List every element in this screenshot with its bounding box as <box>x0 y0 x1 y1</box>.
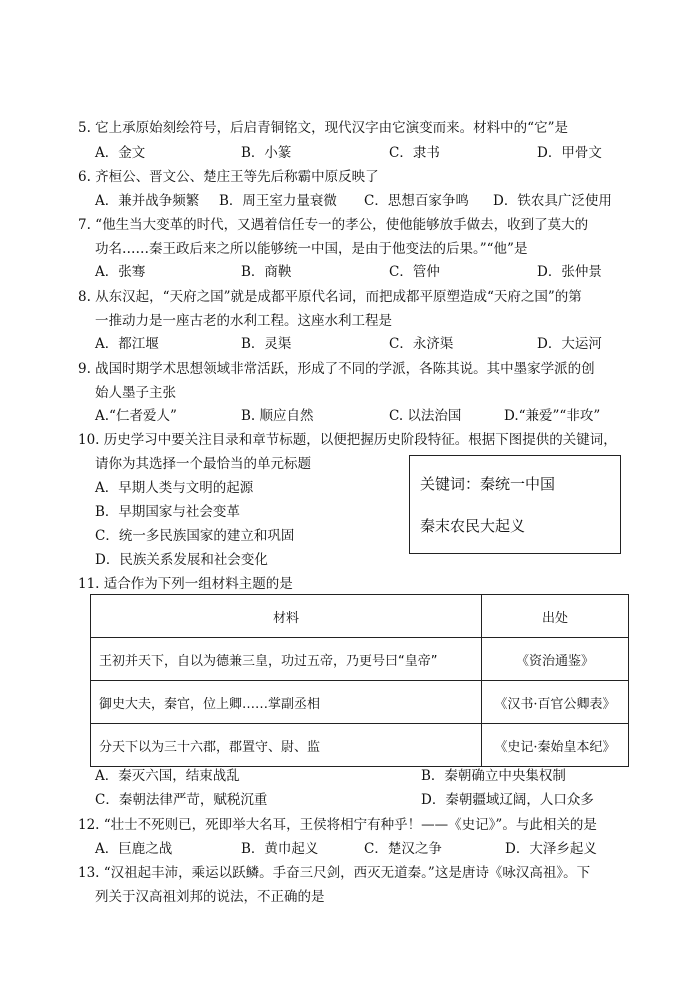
keywords-line1: 关键词：秦统一中国 <box>420 475 556 493</box>
q5-option-c: C．隶书 <box>389 145 440 161</box>
q11-stem: 11. 适合作为下列一组材料主题的是 <box>78 576 293 592</box>
table-cell-source: 《史记·秦始皇本纪》 <box>482 724 629 767</box>
table-row <box>91 724 629 767</box>
q7-stem-line1: 7. “他生当大变革的时代，又遇着信任专一的孝公，使他能够放手做去，收到了莫大的 <box>78 217 589 233</box>
q10-option-a: A．早期人类与文明的起源 <box>95 480 254 496</box>
q8-option-b: B．灵渠 <box>241 336 292 352</box>
q7-option-a: A．张骞 <box>95 264 146 280</box>
table-row <box>91 638 629 681</box>
q12-option-b: B．黄巾起义 <box>241 841 319 857</box>
keywords-line2: 秦末农民大起义 <box>420 517 526 535</box>
q9-option-d: D.“兼爱”“非攻” <box>504 408 601 424</box>
table-cell-material: 御史大夫，秦官，位上卿……掌副丞相 <box>91 681 482 724</box>
q6-option-b: B．周王室力量衰微 <box>219 193 337 209</box>
q6-option-c: C．思想百家争鸣 <box>364 193 469 209</box>
q9-stem-line2: 始人墨子主张 <box>95 385 176 401</box>
q10-option-c: C．统一多民族国家的建立和巩固 <box>95 528 295 544</box>
q12-stem: 12. “壮士不死则已，死即举大名耳，王侯将相宁有种乎！——《史记》”。与此相关的是 <box>78 817 597 833</box>
q7-option-b: B．商鞅 <box>241 264 292 280</box>
q7-stem-line2: 功名……秦王政后来之所以能够统一中国，是由于他变法的后果。”“他”是 <box>95 241 528 257</box>
q13-stem-line1: 13. “汉祖起丰沛，乘运以跃鳞。手奋三尺剑，西灭无道秦。”这是唐诗《咏汉高祖》。下 <box>78 865 591 881</box>
q5-option-b: B．小篆 <box>241 145 292 161</box>
q11-option-a: A．秦灭六国，结束战乱 <box>95 768 240 784</box>
q12-option-c: C．楚汉之争 <box>364 841 442 857</box>
q8-stem-line1: 8. 从东汉起，“天府之国”就是成都平原代名词，而把成都平原塑造成“天府之国”的第 <box>78 289 582 305</box>
keywords-box <box>409 455 621 554</box>
q10-option-d: D．民族关系发展和社会变化 <box>95 552 268 568</box>
q9-option-b: B. 顺应自然 <box>241 408 314 424</box>
q9-stem-line1: 9. 战国时期学术思想领域非常活跃，形成了不同的学派，各陈其说。其中墨家学派的创 <box>78 361 595 377</box>
q6-option-d: D．铁农具广泛使用 <box>493 193 612 209</box>
q6-stem: 6. 齐桓公、晋文公、楚庄王等先后称霸中原反映了 <box>78 169 379 185</box>
q7-option-c: C．管仲 <box>389 264 440 280</box>
q10-stem-line1: 10. 历史学习中要关注目录和章节标题，以便把握历史阶段特征。根据下图提供的关键词， <box>78 432 617 448</box>
q8-option-c: C．永济渠 <box>389 336 454 352</box>
table-header-source: 出处 <box>482 595 629 638</box>
q11-option-b: B．秦朝确立中央集权制 <box>421 768 566 784</box>
q11-option-d: D．秦朝疆域辽阔，人口众多 <box>421 792 594 808</box>
q10-option-b: B．早期国家与社会变革 <box>95 504 240 520</box>
q5-option-d: D．甲骨文 <box>537 145 602 161</box>
table-header-row <box>91 595 629 638</box>
q13-stem-line2: 列关于汉高祖刘邦的说法，不正确的是 <box>95 889 325 905</box>
table-cell-material: 王初并天下，自以为德兼三皇，功过五帝，乃更号曰“皇帝” <box>91 638 482 681</box>
table-row <box>91 681 629 724</box>
q5-option-a: A．金文 <box>95 145 146 161</box>
q11-option-c: C．秦朝法律严苛，赋税沉重 <box>95 792 268 808</box>
q8-option-a: A．都江堰 <box>95 336 159 352</box>
q12-option-a: A．巨鹿之战 <box>95 841 173 857</box>
table-cell-material: 分天下以为三十六郡，郡置守、尉、监 <box>91 724 482 767</box>
q9-option-c: C. 以法治国 <box>389 408 462 424</box>
q8-option-d: D．大运河 <box>537 336 602 352</box>
q9-option-a: A.“仁者爱人” <box>95 408 177 424</box>
table-cell-source: 《资治通鉴》 <box>482 638 629 681</box>
table-header-material: 材料 <box>91 595 482 638</box>
q8-stem-line2: 一推动力是一座古老的水利工程。这座水利工程是 <box>95 313 392 329</box>
q12-option-d: D．大泽乡起义 <box>505 841 597 857</box>
q6-option-a: A．兼并战争频繁 <box>95 193 200 209</box>
q7-option-d: D．张仲景 <box>537 264 602 280</box>
q10-stem-line2: 请你为其选择一个最恰当的单元标题 <box>95 456 311 472</box>
q5-stem: 5. 它上承原始刻绘符号，后启青铜铭文，现代汉字由它演变而来。材料中的“它”是 <box>78 120 568 136</box>
table-cell-source: 《汉书·百官公卿表》 <box>482 681 629 724</box>
source-table <box>90 594 629 767</box>
